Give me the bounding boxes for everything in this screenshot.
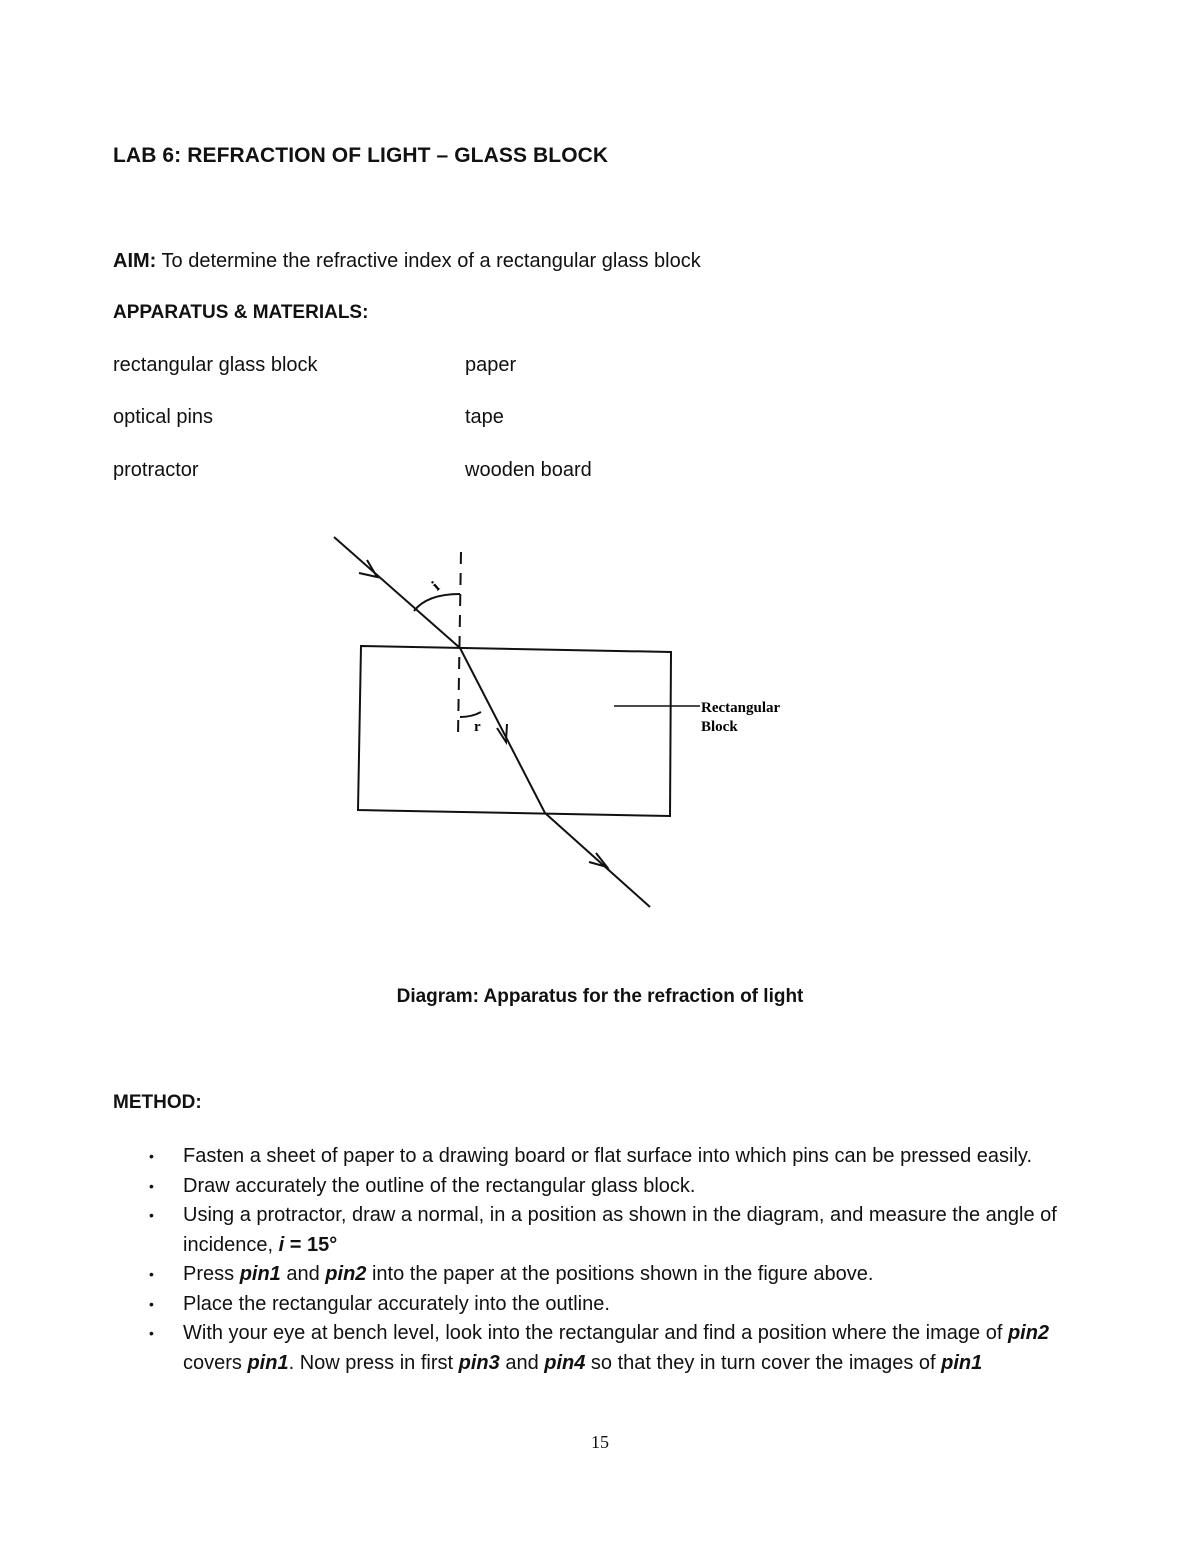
angle-i-label: i: [428, 578, 444, 595]
glass-block-outline: [358, 646, 671, 816]
block-label-line1: Rectangular: [701, 700, 781, 716]
refracted-ray: [460, 648, 545, 813]
method-step: • Draw accurately the outline of the rectangular glass block.: [113, 1172, 1103, 1202]
method-step: • With your eye at bench level, look into the rectangular and find a position where the image of pin2 covers pin1. Now press in first pin3 and pin4 so that they in turn cover the images of pin1: [113, 1319, 1103, 1378]
apparatus-heading: APPARATUS & MATERIALS:: [113, 302, 369, 323]
bullet-icon: •: [149, 1325, 154, 1341]
bullet-icon: •: [149, 1177, 154, 1194]
bullet-icon: •: [149, 1207, 154, 1223]
normal-line: [458, 552, 461, 736]
method-step: • Fasten a sheet of paper to a drawing board or flat surface into which pins can be pressed easily.: [113, 1142, 1103, 1172]
page-number: 15: [591, 1432, 609, 1452]
material-item: paper: [465, 354, 517, 376]
material-item: tape: [465, 406, 504, 428]
aim-text: To determine the refractive index of a rectangular glass block: [156, 250, 701, 272]
angle-i-arc: [414, 594, 460, 611]
bullet-icon: •: [149, 1295, 154, 1312]
emergent-ray: [545, 813, 650, 907]
material-item: rectangular glass block: [113, 354, 318, 376]
method-step: • Using a protractor, draw a normal, in a position as shown in the diagram, and measure the angle of incidence, i = 15°: [113, 1201, 1103, 1260]
block-label-line2: Block: [701, 719, 738, 735]
method-step: • Press pin1 and pin2 into the paper at the positions shown in the figure above.: [113, 1260, 1103, 1290]
material-item: protractor: [113, 459, 199, 481]
diagram-caption: Diagram: Apparatus for the refraction of light: [396, 986, 804, 1007]
lab-title: LAB 6: REFRACTION OF LIGHT – GLASS BLOCK: [113, 144, 609, 167]
angle-r-label: r: [474, 719, 481, 735]
method-step: • Place the rectangular accurately into the outline.: [113, 1290, 1103, 1320]
bullet-icon: •: [149, 1266, 154, 1282]
bullet-icon: •: [149, 1148, 154, 1164]
material-item: optical pins: [113, 406, 214, 428]
angle-r-arc: [460, 712, 481, 717]
material-item: wooden board: [465, 459, 592, 481]
aim-label: AIM:: [113, 250, 157, 272]
method-steps: [113, 1142, 1103, 1378]
refracted-arrow: [497, 724, 507, 742]
method-heading: METHOD:: [113, 1092, 202, 1113]
